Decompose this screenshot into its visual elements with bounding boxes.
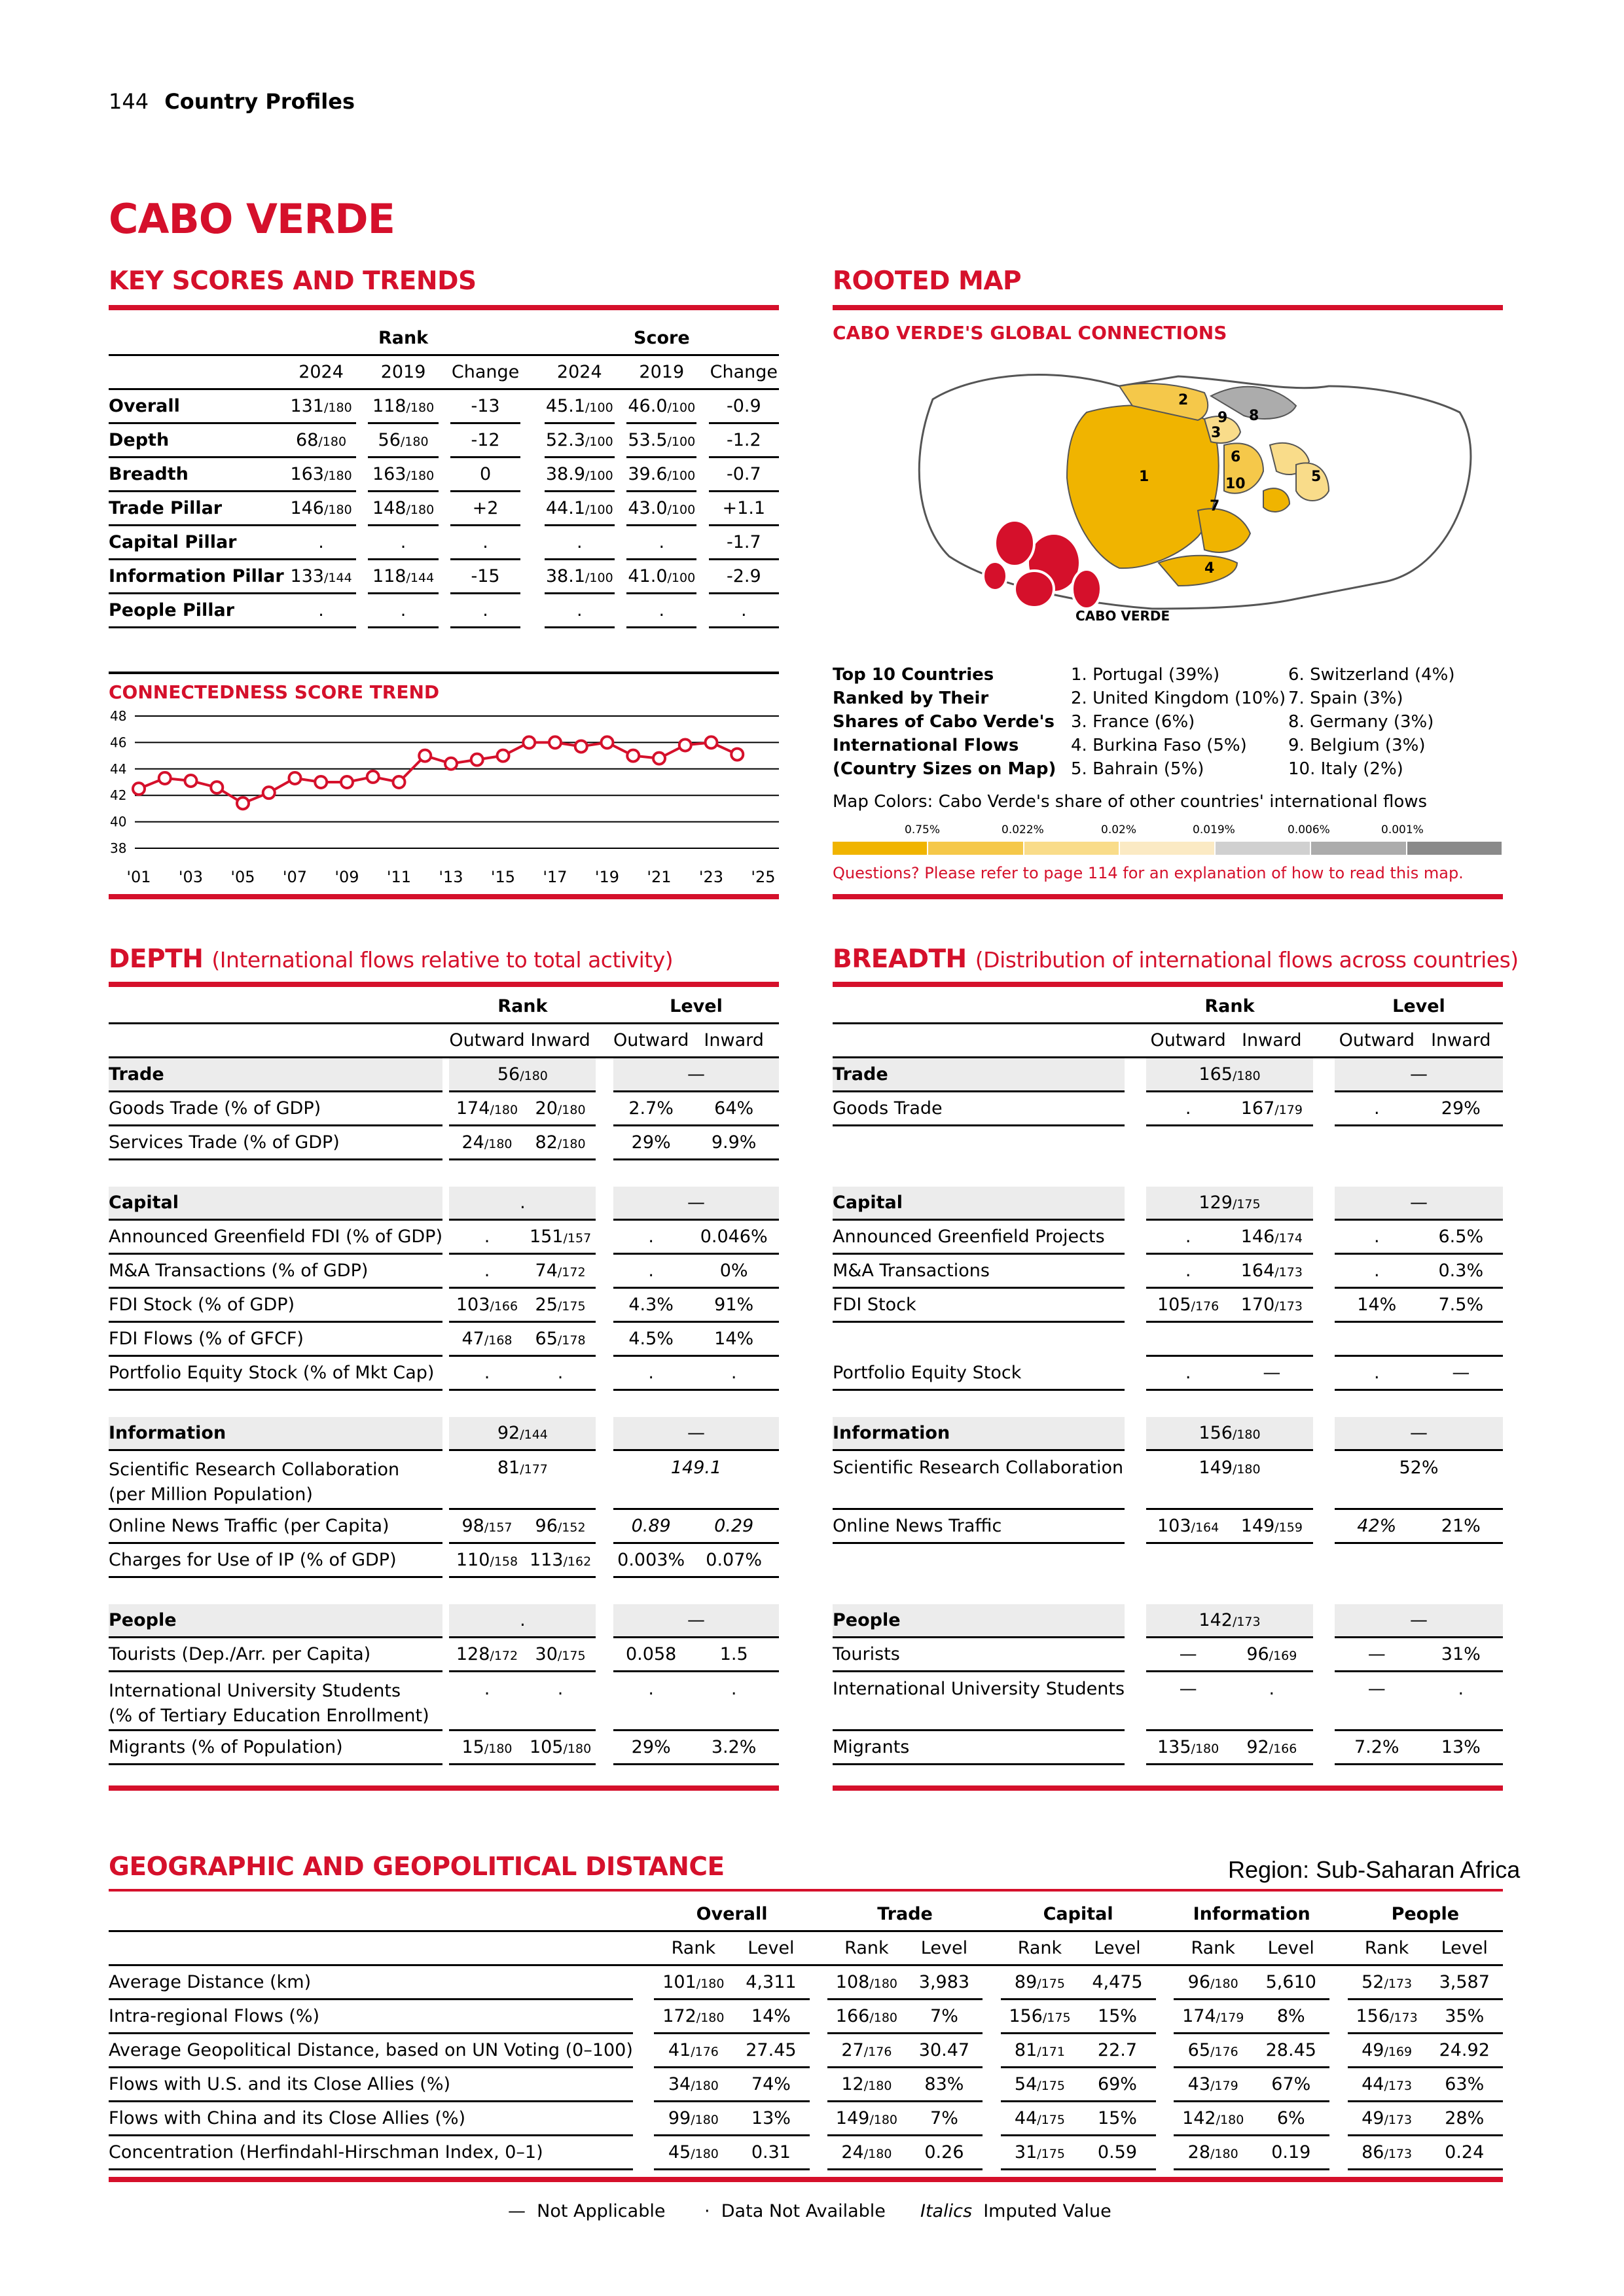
map-country-label: CABO VERDE <box>1075 608 1170 624</box>
key-scores-title: KEY SCORES AND TRENDS <box>109 266 477 296</box>
country-polygons <box>1067 384 1329 586</box>
map-number: 4 <box>1204 560 1215 577</box>
map-number: 3 <box>1211 425 1221 441</box>
breadth-rule <box>833 982 1503 987</box>
scale-swatch <box>1120 842 1216 855</box>
col-inward: Inward <box>689 1024 779 1058</box>
geo-row: Concentration (Herfindahl-Hirschman Index, 0–1) 45/180 0.31 24/180 0.26 31/175 0.59 28/180 0.19 86/173 0.24 <box>109 2136 1503 2170</box>
trend-point <box>419 750 431 762</box>
depth-level-header: Level <box>613 990 779 1024</box>
y-tick-label: 44 <box>110 761 127 777</box>
top10-col2: 6. Switzerland (4%) 7. Spain (3%) 8. Germany (3%) 9. Belgium (3%) 10. Italy (2%) <box>1288 665 1455 779</box>
trend-point <box>263 787 275 798</box>
col-2019: 2019 <box>626 356 696 390</box>
col-level: Level <box>732 1932 809 1966</box>
x-tick-label: '13 <box>439 868 463 886</box>
x-tick-label: '15 <box>490 868 516 886</box>
breadth-bottom-rule <box>833 1785 1503 1791</box>
x-tick-label: '03 <box>178 868 204 886</box>
country-burkina-faso <box>1159 556 1237 586</box>
trend-point <box>706 736 717 748</box>
map-colors-label: Map Colors: Cabo Verde's share of other countries' international flows <box>833 792 1428 812</box>
geo-group-header: People <box>1348 1898 1503 1932</box>
col-level: Level <box>1252 1932 1329 1966</box>
col-rank: Rank <box>1001 1932 1079 1966</box>
trend-line <box>139 742 737 803</box>
y-tick-label: 40 <box>110 814 127 830</box>
map-number: 5 <box>1311 469 1322 485</box>
depth-bottom-rule <box>109 1785 779 1791</box>
trend-point <box>497 750 509 762</box>
trend-point <box>341 776 353 788</box>
map-color-scale <box>833 842 1503 855</box>
geo-title: GEOGRAPHIC AND GEOPOLITICAL DISTANCE <box>109 1852 725 1882</box>
geo-bottom-rule <box>109 2177 1503 2182</box>
col-rank: Rank <box>654 1932 732 1966</box>
col-inward: Inward <box>1419 1024 1503 1058</box>
trend-point <box>237 797 249 809</box>
depth-rank-header: Rank <box>449 990 596 1024</box>
geo-group-header: Trade <box>827 1898 983 1932</box>
key-score-row: Depth 68/180 56/180 -12 52.3/100 53.5/100 -1.2 <box>109 424 779 458</box>
col-inward: Inward <box>525 1024 596 1058</box>
geo-row: Flows with U.S. and its Close Allies (%) 34/180 74% 12/180 83% 54/175 69% 43/179 67% 44/173 63% <box>109 2068 1503 2102</box>
page-title: Country Profiles <box>164 89 355 114</box>
scale-swatch <box>1024 842 1120 855</box>
y-tick-label: 38 <box>110 840 127 856</box>
page-number: 144 <box>109 89 149 114</box>
y-tick-label: 42 <box>110 787 127 804</box>
geo-row: Average Geopolitical Distance, based on UN Voting (0–100) 41/176 27.45 27/176 30.47 81/171 22.7 65/176 28.45 49/169 24.92 <box>109 2034 1503 2068</box>
top10-col1: 1. Portugal (39%) 2. United Kingdom (10%) 3. France (6%) 4. Burkina Faso (5%) 5. Bahrain (5%) <box>1071 665 1286 779</box>
rooted-map-title: ROOTED MAP <box>833 266 1022 296</box>
legend-imputed: Italics Imputed Value <box>920 2201 1111 2221</box>
map-bottom-rule <box>833 894 1503 899</box>
breadth-table: Rank Level Outward Inward Outward Inward Trade 165/180 — Goods Trade . 167/179 . 29% Capital 129/175 — Announced Greenfield Projects . 146/174 . 6.5% M&A Transactions . 164/173 . 0.3% FDI Stock 105/176 170/173 14% 7.5% Portfolio Equity Stock . — . — Information 156/180 — Scientific Research Collaboration 149/180 52% Online News Traffic 103/164 149/159 42% 21% People 142/173 — Tourists — 96/169 — 31% International University Students — . — . Migrants 135/180 92/166 7.2% 13% <box>833 990 1503 1765</box>
scale-swatch <box>833 842 928 855</box>
map-note: Questions? Please refer to page 114 for an explanation of how to read this map. <box>833 864 1464 882</box>
scale-swatch <box>928 842 1024 855</box>
x-tick-label: '05 <box>230 868 255 886</box>
country-title: CABO VERDE <box>109 195 395 243</box>
trend-point <box>445 758 457 770</box>
cabo-verde-islands <box>983 520 1101 609</box>
geo-row: Flows with China and its Close Allies (%) 99/180 13% 149/180 7% 44/175 15% 142/180 6% 49/173 28% <box>109 2102 1503 2136</box>
trend-point <box>289 772 301 784</box>
key-score-row: Information Pillar 133/144 118/144 -15 38.1/100 41.0/100 -2.9 <box>109 560 779 594</box>
col-2024: 2024 <box>286 356 356 390</box>
geo-table <box>109 1898 1503 2170</box>
geo-group-header: Overall <box>654 1898 809 1932</box>
trend-point <box>159 772 171 784</box>
x-tick-label: '23 <box>698 868 724 886</box>
key-score-row: Overall 131/180 118/180 -13 45.1/100 46.0/100 -0.9 <box>109 390 779 424</box>
col-inward: Inward <box>1230 1024 1313 1058</box>
trend-point <box>731 749 743 761</box>
map-number: 7 <box>1210 498 1220 514</box>
trend-top-rule <box>109 672 779 674</box>
depth-title: DEPTH (International flows relative to total activity) <box>109 944 674 974</box>
key-score-row: Trade Pillar 146/180 148/180 +2 44.1/100 43.0/100 +1.1 <box>109 492 779 526</box>
y-tick-label: 48 <box>110 708 127 724</box>
trend-bottom-rule <box>109 894 779 899</box>
trend-point <box>211 781 223 793</box>
depth-table: Rank Level Outward Inward Outward Inward Trade 56/180 — Goods Trade (% of GDP) 174/180 20/180 2.7% 64% Services Trade (% of GDP) 24/180 82/180 29% 9.9% Capital . — Announced Greenfield FDI (% of GDP) . 151/157 . 0.046% M&A Transactions (% of GDP) . 74/172 . 0% FDI Stock (% of GDP) 103/166 25/175 4.3% 91% FDI Flows (% of GFCF) 47/168 65/178 4.5% 14% Portfolio Equity Stock (% of Mkt Cap) . . . . Information 92/144 — Scientific Research Collaboration (per Million Population) 81/177 149.1 Online News Traffic (per Capita) 98/157 96/152 0.89 0.29 Charges for Use of IP (% of GDP) 110/158 113/162 0.003% 0.07% People . — Tourists (Dep./Arr. per Capita) 128/172 30/175 0.058 1.5 International University Students (% of Tertiary Education Enrollment) . . . . Migrants (% of Population) 15/180 105/180 29% 3.2% <box>109 990 779 1765</box>
geo-group-header: Capital <box>1001 1898 1156 1932</box>
map-number: 9 <box>1218 410 1228 426</box>
col-rank: Rank <box>827 1932 906 1966</box>
x-tick-label: '07 <box>282 868 308 886</box>
x-tick-label: '19 <box>594 868 620 886</box>
scale-swatch <box>1407 842 1503 855</box>
scale-swatch <box>1311 842 1407 855</box>
y-tick-label: 46 <box>110 734 127 751</box>
col-change: Change <box>709 356 779 390</box>
breadth-rank-header: Rank <box>1146 990 1313 1024</box>
col-level: Level <box>1079 1932 1155 1966</box>
trend-point <box>185 775 197 787</box>
rooted-map <box>871 360 1492 635</box>
trend-point <box>471 754 483 766</box>
key-score-row: People Pillar . . . . . . <box>109 594 779 628</box>
trend-point <box>653 753 665 764</box>
country-portugal <box>1067 405 1219 568</box>
x-tick-label: '17 <box>543 868 568 886</box>
trend-title: CONNECTEDNESS SCORE TREND <box>109 681 440 703</box>
key-scores-rule <box>109 305 779 310</box>
legend-not-applicable: — Not Applicable <box>508 2201 666 2221</box>
map-number: 8 <box>1249 408 1259 424</box>
col-change: Change <box>450 356 520 390</box>
trend-point <box>602 736 613 748</box>
map-number: 6 <box>1231 449 1241 465</box>
breadth-level-header: Level <box>1335 990 1503 1024</box>
trend-point <box>315 776 327 788</box>
col-outward: Outward <box>1146 1024 1231 1058</box>
col-outward: Outward <box>1335 1024 1419 1058</box>
page-header <box>109 89 355 114</box>
x-tick-label: '11 <box>386 868 412 886</box>
rooted-map-subtitle: CABO VERDE'S GLOBAL CONNECTIONS <box>833 322 1227 344</box>
col-level: Level <box>906 1932 983 1966</box>
geo-rule <box>109 1889 1503 1892</box>
breadth-title: BREADTH (Distribution of international flows across countries) <box>833 944 1519 974</box>
key-score-row: Breadth 163/180 163/180 0 38.9/100 39.6/100 -0.7 <box>109 458 779 492</box>
trend-point <box>393 776 405 788</box>
col-rank: Rank <box>1174 1932 1252 1966</box>
trend-chart <box>105 707 785 890</box>
legend-data-not-available: · Data Not Available <box>704 2201 886 2221</box>
trend-point <box>575 740 587 752</box>
col-2024: 2024 <box>545 356 615 390</box>
score-header: Score <box>545 322 779 356</box>
scale-swatch <box>1216 842 1311 855</box>
col-outward: Outward <box>449 1024 524 1058</box>
key-score-row: Capital Pillar . . . . . -1.7 <box>109 526 779 560</box>
rank-header: Rank <box>286 322 520 356</box>
geo-group-header: Information <box>1174 1898 1329 1932</box>
trend-point <box>523 736 535 748</box>
country-spain <box>1198 509 1250 552</box>
map-number: 1 <box>1139 469 1149 485</box>
key-scores-table <box>109 322 779 628</box>
trend-point <box>549 736 561 748</box>
x-tick-label: '09 <box>334 868 359 886</box>
col-rank: Rank <box>1348 1932 1426 1966</box>
map-number: 2 <box>1178 392 1189 408</box>
scale-labels: 0.75% 0.022% 0.02% 0.019% 0.006% 0.001% <box>905 823 1424 836</box>
country-italy <box>1263 488 1290 512</box>
col-2019: 2019 <box>368 356 438 390</box>
top10-label: Top 10 Countries Ranked by Their Shares of Cabo Verde's International Flows (Country Sizes on Map) <box>833 665 1056 779</box>
geo-row: Average Distance (km) 101/180 4,311 108/180 3,983 89/175 4,475 96/180 5,610 52/173 3,587 <box>109 1966 1503 2000</box>
trend-point <box>627 750 639 762</box>
trend-point <box>133 783 145 795</box>
depth-rule <box>109 982 779 987</box>
trend-point <box>679 739 691 751</box>
x-tick-label: '25 <box>751 868 776 886</box>
geo-region: Region: Sub-Saharan Africa <box>1228 1856 1521 1883</box>
col-outward: Outward <box>613 1024 689 1058</box>
col-level: Level <box>1426 1932 1503 1966</box>
x-tick-label: '21 <box>647 868 672 886</box>
geo-row: Intra-regional Flows (%) 172/180 14% 166/180 7% 156/175 15% 174/179 8% 156/173 35% <box>109 2000 1503 2034</box>
trend-point <box>367 771 379 783</box>
x-tick-label: '01 <box>126 868 151 886</box>
map-number: 10 <box>1225 476 1246 492</box>
rooted-map-rule <box>833 305 1503 310</box>
